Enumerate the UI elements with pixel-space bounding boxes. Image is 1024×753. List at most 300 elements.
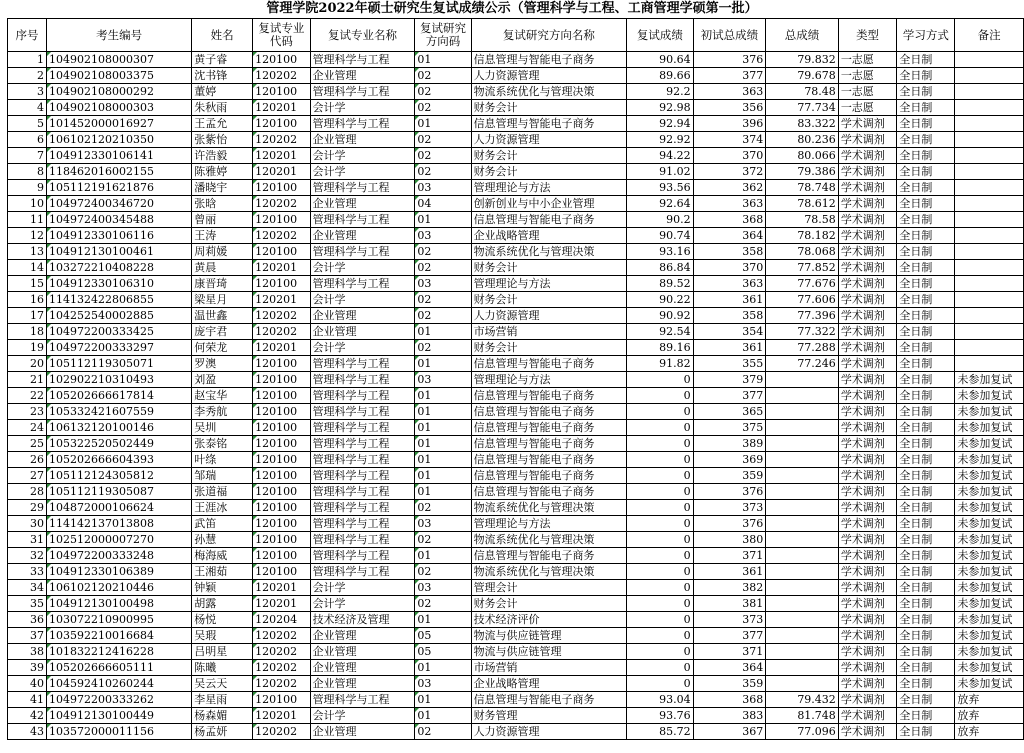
cell-major-code: 120100 [253,404,310,420]
cell-candidate-id: 104912330106141 [47,148,192,164]
cell-major-name: 管理科学与工程 [310,436,415,452]
cell-total-score [766,596,839,612]
cell-name: 赵宝华 [192,388,253,404]
cell-type: 学术调剂 [838,724,897,740]
cell-candidate-id: 104972200333262 [47,692,192,708]
cell-seq: 28 [8,484,47,500]
cell-major-name: 企业管理 [310,628,415,644]
table-row [8,196,1024,212]
cell-candidate-id: 105112191621876 [47,180,192,196]
cell-initial-score: 379 [693,372,766,388]
cell-total-score: 77.396 [766,308,839,324]
cell-retest-score: 89.16 [627,340,694,356]
cell-study-mode: 全日制 [897,564,955,580]
cell-name: 吴圳 [192,420,253,436]
table-row [8,724,1024,740]
cell-retest-score: 0 [627,628,694,644]
results-table [7,18,1024,740]
cell-retest-score: 0 [627,500,694,516]
cell-total-score: 78.748 [766,180,839,196]
cell-major-name: 企业管理 [310,660,415,676]
cell-study-mode: 全日制 [897,692,955,708]
cell-initial-score: 371 [693,548,766,564]
cell-study-mode: 全日制 [897,388,955,404]
cell-study-mode: 全日制 [897,132,955,148]
cell-type: 学术调剂 [838,516,897,532]
cell-retest-score: 0 [627,468,694,484]
cell-retest-score: 0 [627,660,694,676]
cell-candidate-id: 106132120100146 [47,420,192,436]
cell-remark [955,292,1024,308]
cell-seq: 26 [8,452,47,468]
cell-name: 朱秋雨 [192,100,253,116]
cell-direction-code: 02 [415,532,471,548]
cell-major-name: 会计学 [310,340,415,356]
cell-major-name: 管理科学与工程 [310,484,415,500]
cell-direction-name: 企业战略管理 [471,228,627,244]
table-row [8,324,1024,340]
cell-study-mode: 全日制 [897,260,955,276]
cell-initial-score: 389 [693,436,766,452]
cell-seq: 42 [8,708,47,724]
cell-name: 周莉媛 [192,244,253,260]
cell-seq: 35 [8,596,47,612]
cell-direction-code: 04 [415,196,471,212]
cell-candidate-id: 105112119305087 [47,484,192,500]
cell-seq: 34 [8,580,47,596]
cell-major-code: 120201 [253,708,310,724]
cell-direction-name: 信息管理与智能电子商务 [471,548,627,564]
cell-total-score [766,388,839,404]
cell-retest-score: 0 [627,532,694,548]
cell-type: 学术调剂 [838,468,897,484]
cell-remark: 未参加复试 [955,484,1024,500]
cell-seq: 31 [8,532,47,548]
cell-direction-code: 03 [415,276,471,292]
table-row [8,116,1024,132]
cell-candidate-id: 105332421607559 [47,404,192,420]
cell-type: 学术调剂 [838,340,897,356]
cell-type: 学术调剂 [838,388,897,404]
cell-total-score: 77.246 [766,356,839,372]
cell-seq: 40 [8,676,47,692]
cell-direction-code: 01 [415,356,471,372]
cell-name: 邹瑞 [192,468,253,484]
cell-candidate-id: 104902108000307 [47,52,192,68]
cell-total-score [766,516,839,532]
header-initial-score: 初试总成绩 [693,19,766,52]
page-title: 管理学院2022年硕士研究生复试成绩公示（管理科学与工程、工商管理学硕第一批） [266,1,758,16]
cell-remark [955,52,1024,68]
table-row [8,548,1024,564]
cell-major-code: 120100 [253,372,310,388]
cell-direction-code: 02 [415,68,471,84]
cell-study-mode: 全日制 [897,404,955,420]
cell-remark [955,68,1024,84]
cell-initial-score: 356 [693,100,766,116]
cell-direction-code: 02 [415,500,471,516]
header-retest-score: 复试成绩 [627,19,694,52]
cell-remark: 未参加复试 [955,564,1024,580]
cell-direction-code: 05 [415,644,471,660]
cell-retest-score: 94.22 [627,148,694,164]
cell-direction-name: 人力资源管理 [471,308,627,324]
cell-major-name: 管理科学与工程 [310,564,415,580]
cell-seq: 18 [8,324,47,340]
cell-direction-name: 物流系统优化与管理决策 [471,532,627,548]
cell-major-name: 管理科学与工程 [310,84,415,100]
cell-name: 杨悦 [192,612,253,628]
cell-major-name: 企业管理 [310,308,415,324]
cell-seq: 21 [8,372,47,388]
cell-total-score: 79.432 [766,692,839,708]
cell-direction-name: 技术经济评价 [471,612,627,628]
header-direction-code: 复试研究方向码 [415,19,471,52]
cell-direction-code: 01 [415,212,471,228]
cell-retest-score: 89.52 [627,276,694,292]
cell-seq: 36 [8,612,47,628]
cell-name: 胡露 [192,596,253,612]
cell-major-code: 120100 [253,388,310,404]
header-remark: 备注 [955,19,1024,52]
cell-direction-code: 03 [415,580,471,596]
cell-name: 何荣龙 [192,340,253,356]
cell-study-mode: 全日制 [897,292,955,308]
cell-direction-name: 信息管理与智能电子商务 [471,356,627,372]
cell-major-name: 管理科学与工程 [310,420,415,436]
cell-total-score: 79.832 [766,52,839,68]
cell-major-name: 管理科学与工程 [310,244,415,260]
cell-major-code: 120100 [253,212,310,228]
table-row [8,612,1024,628]
cell-total-score: 78.182 [766,228,839,244]
cell-seq: 9 [8,180,47,196]
table-row [8,596,1024,612]
cell-major-code: 120202 [253,660,310,676]
cell-initial-score: 368 [693,212,766,228]
cell-initial-score: 371 [693,644,766,660]
table-row [8,372,1024,388]
cell-seq: 19 [8,340,47,356]
table-row [8,580,1024,596]
table-row [8,148,1024,164]
cell-type: 学术调剂 [838,676,897,692]
cell-type: 学术调剂 [838,660,897,676]
table-row [8,228,1024,244]
cell-direction-name: 信息管理与智能电子商务 [471,484,627,500]
header-type: 类型 [838,19,897,52]
cell-name: 罗澳 [192,356,253,372]
cell-initial-score: 361 [693,292,766,308]
cell-total-score: 78.48 [766,84,839,100]
cell-candidate-id: 104972400345488 [47,212,192,228]
cell-study-mode: 全日制 [897,596,955,612]
cell-retest-score: 91.82 [627,356,694,372]
cell-direction-code: 02 [415,148,471,164]
cell-name: 钟颖 [192,580,253,596]
cell-type: 学术调剂 [838,500,897,516]
cell-study-mode: 全日制 [897,484,955,500]
cell-type: 学术调剂 [838,180,897,196]
cell-remark [955,260,1024,276]
cell-direction-name: 市场营销 [471,660,627,676]
cell-initial-score: 358 [693,244,766,260]
cell-remark: 未参加复试 [955,596,1024,612]
cell-major-code: 120201 [253,596,310,612]
cell-major-code: 120202 [253,644,310,660]
cell-initial-score: 362 [693,180,766,196]
cell-retest-score: 0 [627,420,694,436]
cell-major-name: 企业管理 [310,68,415,84]
cell-direction-name: 信息管理与智能电子商务 [471,692,627,708]
cell-total-score [766,676,839,692]
cell-direction-name: 财务会计 [471,164,627,180]
cell-retest-score: 0 [627,596,694,612]
cell-study-mode: 全日制 [897,372,955,388]
cell-direction-code: 02 [415,292,471,308]
cell-seq: 27 [8,468,47,484]
cell-major-code: 120202 [253,724,310,740]
cell-name: 梁星月 [192,292,253,308]
cell-study-mode: 全日制 [897,452,955,468]
cell-major-code: 120100 [253,452,310,468]
cell-seq: 30 [8,516,47,532]
cell-direction-name: 财务管理 [471,708,627,724]
table-row [8,708,1024,724]
cell-total-score [766,452,839,468]
cell-major-name: 会计学 [310,100,415,116]
cell-retest-score: 0 [627,676,694,692]
cell-direction-name: 信息管理与智能电子商务 [471,452,627,468]
table-row [8,308,1024,324]
cell-retest-score: 0 [627,580,694,596]
cell-remark: 未参加复试 [955,500,1024,516]
cell-seq: 41 [8,692,47,708]
cell-study-mode: 全日制 [897,116,955,132]
cell-type: 学术调剂 [838,548,897,564]
cell-remark [955,356,1024,372]
cell-study-mode: 全日制 [897,228,955,244]
header-total-score: 总成绩 [766,19,839,52]
cell-type: 学术调剂 [838,324,897,340]
cell-seq: 11 [8,212,47,228]
cell-name: 董婷 [192,84,253,100]
cell-remark: 未参加复试 [955,644,1024,660]
cell-major-name: 企业管理 [310,324,415,340]
cell-seq: 12 [8,228,47,244]
cell-total-score: 80.066 [766,148,839,164]
cell-major-name: 管理科学与工程 [310,116,415,132]
cell-seq: 10 [8,196,47,212]
cell-major-name: 会计学 [310,580,415,596]
cell-major-name: 企业管理 [310,228,415,244]
table-row [8,52,1024,68]
cell-retest-score: 90.74 [627,228,694,244]
cell-seq: 7 [8,148,47,164]
cell-direction-name: 信息管理与智能电子商务 [471,404,627,420]
table-row [8,532,1024,548]
cell-type: 学术调剂 [838,308,897,324]
cell-direction-code: 02 [415,724,471,740]
cell-initial-score: 367 [693,724,766,740]
cell-study-mode: 全日制 [897,580,955,596]
cell-retest-score: 0 [627,484,694,500]
cell-retest-score: 92.54 [627,324,694,340]
cell-major-code: 120100 [253,420,310,436]
cell-major-code: 120100 [253,564,310,580]
cell-study-mode: 全日制 [897,52,955,68]
cell-major-name: 会计学 [310,708,415,724]
cell-initial-score: 377 [693,628,766,644]
table-row [8,484,1024,500]
cell-initial-score: 363 [693,276,766,292]
cell-initial-score: 359 [693,468,766,484]
cell-candidate-id: 105112119305071 [47,356,192,372]
header-direction-name: 复试研究方向名称 [471,19,627,52]
cell-major-code: 120202 [253,228,310,244]
cell-major-code: 120201 [253,340,310,356]
cell-type: 学术调剂 [838,116,897,132]
cell-study-mode: 全日制 [897,308,955,324]
cell-candidate-id: 106102120210446 [47,580,192,596]
cell-initial-score: 364 [693,660,766,676]
cell-seq: 23 [8,404,47,420]
cell-remark [955,196,1024,212]
cell-type: 学术调剂 [838,196,897,212]
cell-major-name: 管理科学与工程 [310,52,415,68]
cell-retest-score: 85.72 [627,724,694,740]
cell-total-score: 78.58 [766,212,839,228]
cell-direction-name: 人力资源管理 [471,724,627,740]
cell-type: 学术调剂 [838,292,897,308]
cell-retest-score: 0 [627,404,694,420]
cell-retest-score: 89.66 [627,68,694,84]
cell-seq: 15 [8,276,47,292]
cell-study-mode: 全日制 [897,548,955,564]
cell-name: 张泰铭 [192,436,253,452]
cell-study-mode: 全日制 [897,708,955,724]
cell-major-name: 企业管理 [310,644,415,660]
cell-seq: 5 [8,116,47,132]
cell-study-mode: 全日制 [897,628,955,644]
cell-candidate-id: 103072210900995 [47,612,192,628]
cell-major-name: 会计学 [310,260,415,276]
cell-major-code: 120100 [253,180,310,196]
cell-remark [955,164,1024,180]
cell-name: 杨孟妍 [192,724,253,740]
cell-type: 学术调剂 [838,612,897,628]
cell-direction-code: 01 [415,708,471,724]
table-row [8,244,1024,260]
cell-name: 沈书锋 [192,68,253,84]
cell-candidate-id: 104972400346720 [47,196,192,212]
cell-type: 一志愿 [838,84,897,100]
cell-direction-name: 创新创业与中小企业管理 [471,196,627,212]
header-major-code: 复试专业代码 [253,19,310,52]
cell-major-code: 120100 [253,692,310,708]
cell-direction-code: 01 [415,468,471,484]
cell-name: 杨森媚 [192,708,253,724]
cell-total-score: 78.612 [766,196,839,212]
cell-remark [955,180,1024,196]
cell-retest-score: 92.64 [627,196,694,212]
cell-remark: 放弃 [955,708,1024,724]
cell-seq: 2 [8,68,47,84]
cell-type: 学术调剂 [838,212,897,228]
cell-name: 李星雨 [192,692,253,708]
cell-seq: 37 [8,628,47,644]
cell-total-score [766,436,839,452]
header-row [8,19,1024,52]
header-name: 姓名 [192,19,253,52]
cell-study-mode: 全日制 [897,324,955,340]
cell-study-mode: 全日制 [897,164,955,180]
cell-study-mode: 全日制 [897,356,955,372]
cell-major-code: 120201 [253,292,310,308]
cell-seq: 6 [8,132,47,148]
cell-name: 武笛 [192,516,253,532]
cell-candidate-id: 104912330106389 [47,564,192,580]
cell-candidate-id: 105322520502449 [47,436,192,452]
cell-name: 吕明星 [192,644,253,660]
cell-type: 学术调剂 [838,564,897,580]
cell-study-mode: 全日制 [897,612,955,628]
cell-type: 一志愿 [838,52,897,68]
cell-direction-name: 物流与供应链管理 [471,644,627,660]
cell-study-mode: 全日制 [897,148,955,164]
cell-major-name: 管理科学与工程 [310,180,415,196]
cell-initial-score: 359 [693,676,766,692]
cell-major-name: 管理科学与工程 [310,548,415,564]
cell-total-score: 79.678 [766,68,839,84]
cell-type: 学术调剂 [838,436,897,452]
cell-study-mode: 全日制 [897,468,955,484]
cell-candidate-id: 104902108000292 [47,84,192,100]
table-row [8,260,1024,276]
cell-major-name: 管理科学与工程 [310,404,415,420]
table-row [8,500,1024,516]
cell-retest-score: 0 [627,372,694,388]
cell-initial-score: 376 [693,484,766,500]
cell-seq: 8 [8,164,47,180]
cell-retest-score: 0 [627,564,694,580]
cell-major-code: 120100 [253,484,310,500]
cell-direction-name: 市场营销 [471,324,627,340]
table-row [8,420,1024,436]
cell-direction-code: 03 [415,676,471,692]
cell-name: 李秀航 [192,404,253,420]
cell-retest-score: 0 [627,436,694,452]
cell-direction-name: 物流系统优化与管理决策 [471,244,627,260]
cell-type: 学术调剂 [838,260,897,276]
cell-type: 学术调剂 [838,532,897,548]
cell-name: 张紫怡 [192,132,253,148]
cell-direction-name: 信息管理与智能电子商务 [471,212,627,228]
cell-study-mode: 全日制 [897,516,955,532]
cell-seq: 13 [8,244,47,260]
cell-study-mode: 全日制 [897,500,955,516]
table-row [8,644,1024,660]
cell-candidate-id: 104972200333297 [47,340,192,356]
cell-remark [955,308,1024,324]
cell-direction-name: 物流系统优化与管理决策 [471,564,627,580]
cell-seq: 3 [8,84,47,100]
cell-total-score: 78.068 [766,244,839,260]
cell-seq: 17 [8,308,47,324]
cell-type: 学术调剂 [838,596,897,612]
cell-type: 学术调剂 [838,484,897,500]
cell-major-code: 120202 [253,196,310,212]
